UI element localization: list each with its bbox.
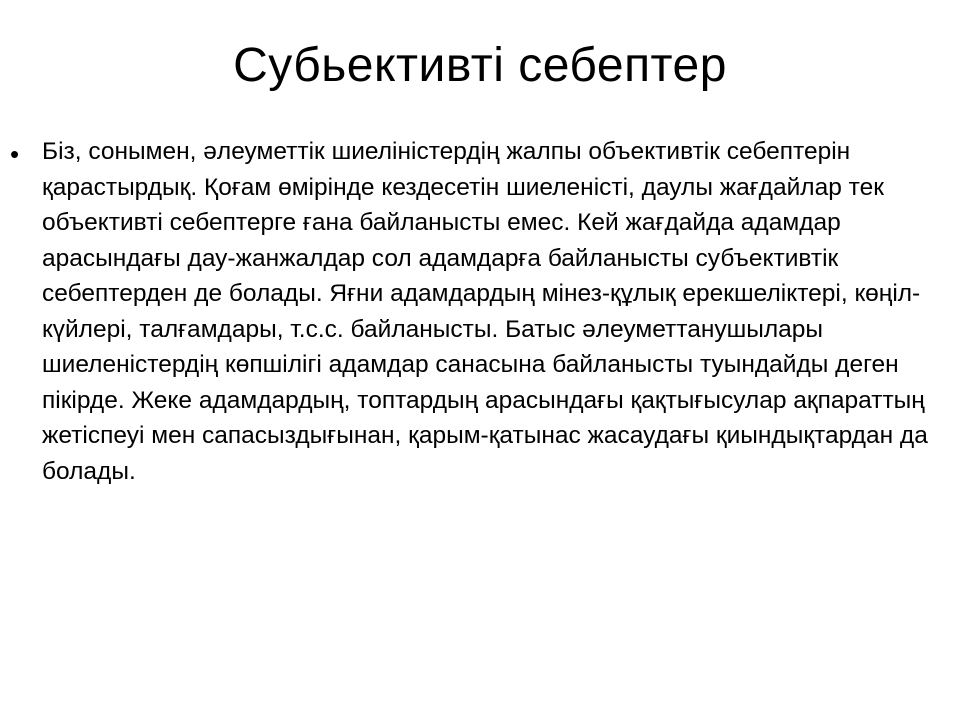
bullet-marker: •	[10, 139, 20, 169]
slide-title: Субьективті себептер	[233, 39, 727, 92]
bullet-list	[10, 134, 945, 489]
bullet-text: Біз, сонымен, әлеуметтік шиеліністердің жалпы объективтік себептерін қарастырдық. Қоғам өмірінде кездесетін шиеленісті, даулы жағдайлар тек объективті себептерге ғана байланысты емес. Кей жағдайда адамдар арасындағы дау-жанжалдар сол адамдарға байланысты субъективтік себептерден де болады. Яғни адамдардың мінез-құлық ерекшеліктері, көңіл-күйлері, талғамдары, т.с.с. байланысты. Батыс әлеуметтанушылары шиеленістердің көпшілігі адамдар санасына байланысты туындайды деген пікірде. Жеке адамдардың, топтардың арасындағы қақтығысулар ақпараттың жетіспеуі мен сапасыздығынан, қарым-қатынас жасаудағы қиындықтардан да болады.	[42, 138, 928, 485]
bullet-item	[10, 134, 945, 489]
